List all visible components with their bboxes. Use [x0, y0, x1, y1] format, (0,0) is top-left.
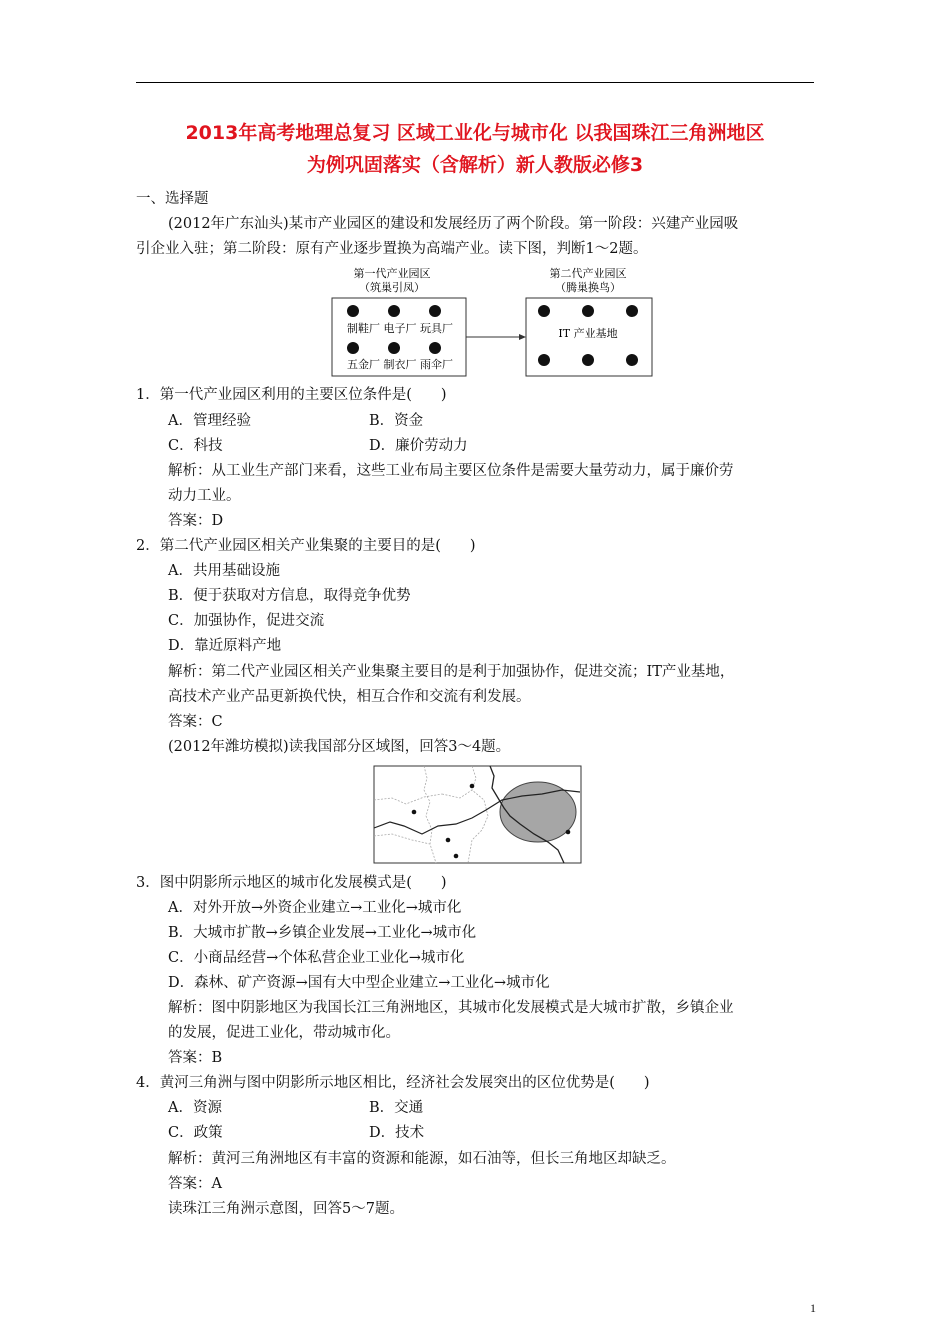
it-dot	[538, 354, 550, 366]
q4-explanation: 解析：黄河三角洲地区有丰富的资源和能源，如石油等，但长三角地区却缺乏。	[168, 1151, 676, 1167]
q2-option-b: B．便于获取对方信息，取得竞争优势	[168, 588, 411, 604]
q1-stem: 1．第一代产业园区利用的主要区位条件是( )	[136, 387, 447, 403]
header-rule	[136, 82, 814, 83]
industrial-park-figure	[320, 264, 660, 378]
city-dot	[454, 854, 459, 859]
intro1-line2: 引企业入驻；第二阶段：原有产业逐步置换为高端产业。读下图，判断1～2题。	[136, 241, 648, 257]
it-dot	[626, 354, 638, 366]
q4-option-b: B．交通	[369, 1100, 424, 1116]
q1-explanation-line2: 动力工业。	[168, 488, 241, 504]
factory-dot	[347, 305, 359, 317]
q3-answer: 答案：B	[168, 1050, 223, 1066]
q3-explanation-line1: 解析：图中阴影地区为我国长江三角洲地区，其城市化发展模式是大城市扩散，乡镇企业	[168, 1000, 734, 1016]
factory-dot	[388, 305, 400, 317]
q4-option-a: A．资源	[168, 1100, 222, 1116]
q2-stem: 2．第二代产业园区相关产业集聚的主要目的是( )	[136, 538, 476, 554]
q3-option-a: A．对外开放→外资企业建立→工业化→城市化	[168, 900, 462, 916]
arrow-head-icon	[519, 334, 526, 340]
intro3: 读珠江三角洲示意图，回答5～7题。	[168, 1201, 404, 1217]
regional-map-figure	[372, 764, 584, 866]
q2-explanation-line2: 高技术产业产品更新换代快，相互合作和交流有利发展。	[168, 689, 531, 705]
city-dot	[446, 838, 451, 843]
factory-dot	[347, 342, 359, 354]
q2-option-c: C．加强协作，促进交流	[168, 613, 325, 629]
q3-option-c: C．小商品经营→个体私营企业工业化→城市化	[168, 950, 465, 966]
left-park-row2-labels: 五金厂 制衣厂 雨伞厂	[347, 358, 453, 371]
left-park-row1-labels: 制鞋厂 电子厂 玩具厂	[347, 322, 453, 335]
it-dot	[538, 305, 550, 317]
q3-option-b: B．大城市扩散→乡镇企业发展→工业化→城市化	[168, 925, 477, 941]
right-park-subtitle: （腾巢换鸟）	[555, 281, 621, 294]
q2-option-a: A．共用基础设施	[168, 563, 280, 579]
page-title-line2: 为例巩固落实（含解析）新人教版必修3	[306, 154, 644, 176]
q2-option-d: D．靠近原料产地	[168, 638, 282, 654]
q3-explanation-line2: 的发展，促进工业化，带动城市化。	[168, 1025, 400, 1041]
q1-explanation-line1: 解析：从工业生产部门来看，这些工业布局主要区位条件是需要大量劳动力，属于廉价劳	[168, 463, 734, 479]
shaded-region	[500, 782, 576, 842]
q1-option-c: C．科技	[168, 438, 223, 454]
city-dot	[412, 810, 417, 815]
right-park-label: IT 产业基地	[558, 327, 618, 340]
page-number: 1	[810, 1301, 816, 1315]
left-park-subtitle: （筑巢引凤）	[359, 281, 425, 294]
section-heading: 一、选择题	[136, 191, 209, 207]
q1-option-a: A．管理经验	[168, 413, 251, 429]
city-dot	[566, 830, 571, 835]
intro1-line1: (2012年广东汕头)某市产业园区的建设和发展经历了两个阶段。第一阶段：兴建产业园吸	[168, 216, 739, 232]
q3-option-d: D．森林、矿产资源→国有大中型企业建立→工业化→城市化	[168, 975, 550, 991]
q4-answer: 答案：A	[168, 1176, 222, 1192]
it-dot	[582, 354, 594, 366]
left-park-title: 第一代产业园区	[353, 267, 431, 280]
it-dot	[582, 305, 594, 317]
q2-explanation-line1: 解析：第二代产业园区相关产业集聚主要目的是利于加强协作，促进交流；IT产业基地，	[168, 664, 735, 680]
factory-dot	[429, 305, 441, 317]
city-dot	[470, 784, 475, 789]
q4-option-d: D．技术	[369, 1125, 425, 1141]
q3-stem: 3．图中阴影所示地区的城市化发展模式是( )	[136, 875, 447, 891]
q4-stem: 4．黄河三角洲与图中阴影所示地区相比，经济社会发展突出的区位优势是( )	[136, 1075, 650, 1091]
q1-option-d: D．廉价劳动力	[369, 438, 468, 454]
factory-dot	[388, 342, 400, 354]
q1-option-b: B．资金	[369, 413, 424, 429]
intro2: (2012年潍坊模拟)读我国部分区域图，回答3～4题。	[168, 739, 511, 755]
it-dot	[626, 305, 638, 317]
factory-dot	[429, 342, 441, 354]
q4-option-c: C．政策	[168, 1125, 223, 1141]
q1-answer: 答案：D	[168, 513, 224, 529]
right-park-title: 第二代产业园区	[549, 267, 627, 280]
q2-answer: 答案：C	[168, 714, 223, 730]
page-title-line1: 2013年高考地理总复习 区域工业化与城市化 以我国珠江三角洲地区	[185, 122, 765, 144]
